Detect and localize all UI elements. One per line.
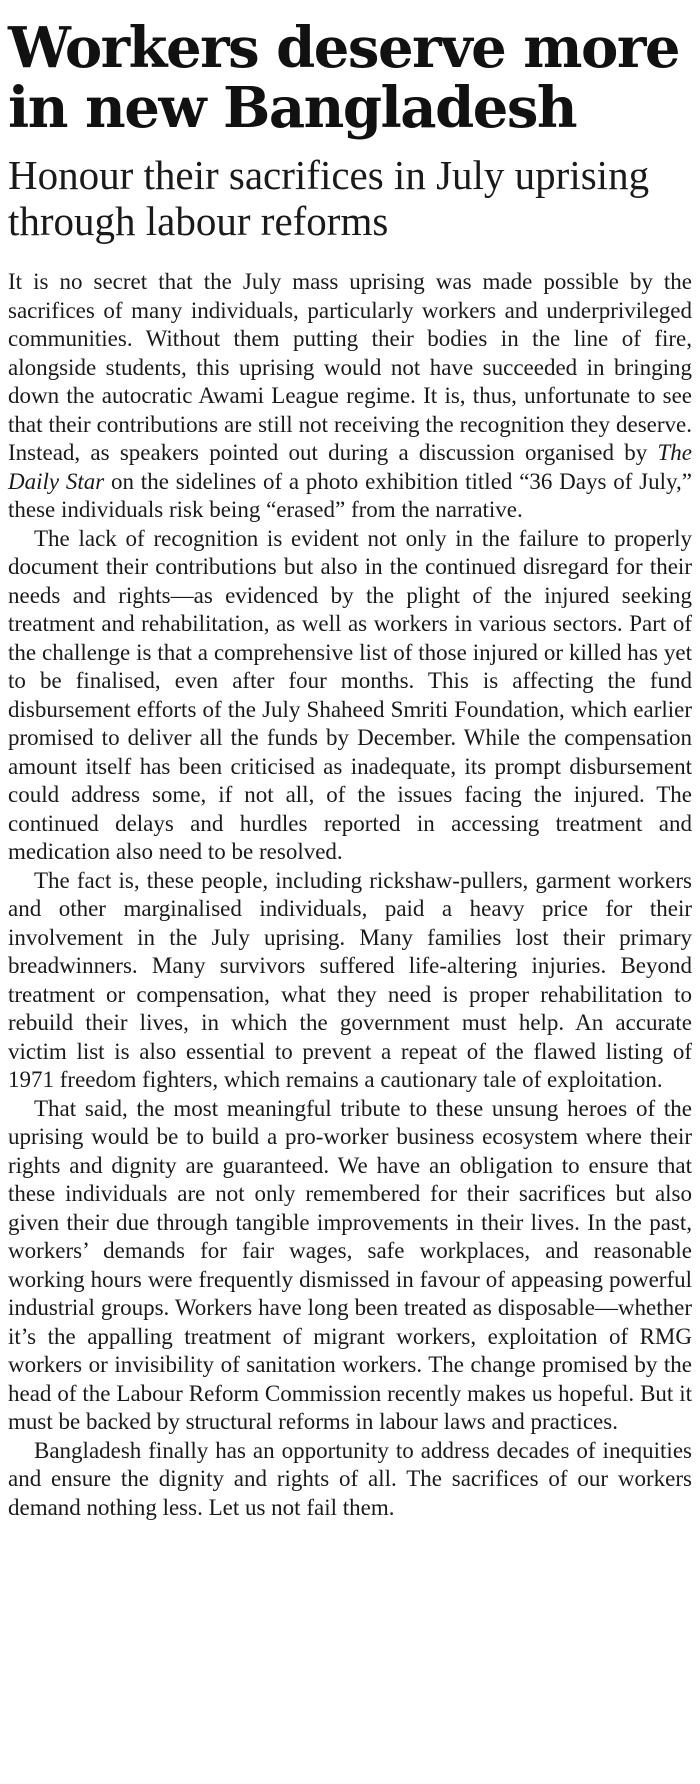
paragraph-5: Bangladesh finally has an opportunity to address decades of inequities and ensure the dignity and rights of all. The sacrifices of our workers demand nothing less. Let us not fail them. (8, 1437, 692, 1520)
paragraph-4: That said, the most meaningful tribute to these unsung heroes of the uprising would be to build a pro-worker business ecosystem where their rights and dignity are guaranteed. We have an obligation to ensure that these individuals are not only remembered for their sacrifices but also given their due through tangible improvements in their lives. In the past, workers’ demands for fair wages, safe workplaces, and reasonable working hours were frequently dismissed in favour of appeasing powerful industrial groups. Workers have long been treated as disposable—whether it’s the appalling treatment of migrant workers, exploitation of RMG workers or invisibility of sanitation workers. The change promised by the head of the Labour Reform Commission recently makes us hopeful. But it must be backed by structural reforms in labour laws and practices. (8, 1095, 692, 1434)
paragraph-1 (8, 268, 692, 525)
paragraph-2: The lack of recognition is evident not only in the failure to properly document their contributions but also in the continued disregard for their needs and rights—as evidenced by the plight of the injured seeking treatment and rehabilitation, as well as workers in various sectors. Part of the challenge is that a comprehensive list of those injured or killed has yet to be finalised, even after four months. This is affecting the fund disbursement efforts of the July Shaheed Smriti Foundation, which earlier promised to deliver all the funds by December. While the compensation amount itself has been criticised as inadequate, its prompt disbursement could address some, if not all, of the issues facing the injured. The continued delays and hurdles reported in accessing treatment and medication also need to be resolved. (8, 525, 692, 864)
headline: Workers deserve more in new Bangladesh (8, 15, 679, 141)
paragraph-1-text-a: It is no secret that the July mass uprising was made possible by the sacrifices of many individuals, particularly workers and underprivileged communities. Without them putting their bodies in the line of fire, alongside students, this uprising would not have succeeded in bringing down the autocratic Awami League regime. It is, thus, unfortunate to see that their contributions are still not receiving the recognition they deserve. Instead, as speakers pointed out during a discussion organised by (8, 269, 692, 465)
paragraph-3: The fact is, these people, including rickshaw-pullers, garment workers and other marginalised individuals, paid a heavy price for their involvement in the July uprising. Many families lost their primary breadwinners. Many survivors suffered life-altering injuries. Beyond treatment or compensation, what they need is proper rehabilitation to rebuild their lives, in which the government must help. An accurate victim list is also essential to prevent a repeat of the flawed listing of 1971 freedom fighters, which remains a cautionary tale of exploitation. (8, 867, 692, 1092)
article-body (8, 268, 692, 1522)
editorial-article (8, 15, 692, 1522)
paragraph-1-text-b: on the sidelines of a photo exhibition titled “36 Days of July,” these individuals risk being “erased” from the narrative. (8, 468, 692, 522)
publication-name: The Daily Star (8, 440, 692, 494)
subheadline: Honour their sacrifices in July uprising through labour reforms (8, 152, 650, 244)
